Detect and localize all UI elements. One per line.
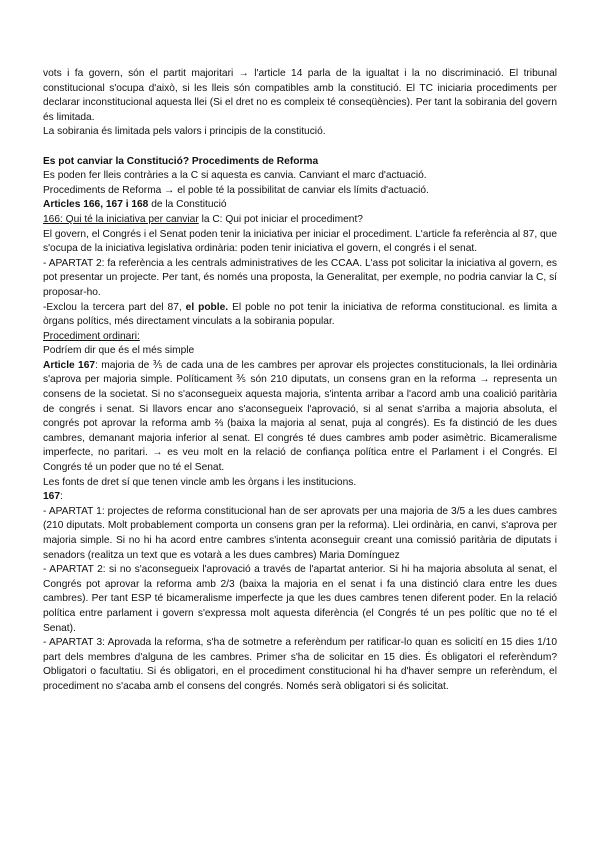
art166-paragraph-1: El govern, el Congrés i el Senat poden tenir la iniciativa per iniciar el procediment. L'article fa referència al 87, que s'ocupa de la iniciativa legislativa ordinària: poden tenir iniciativa el govern, el congrés i el senat. <box>43 228 557 255</box>
art166-exclusion-bold: el poble. <box>185 301 229 313</box>
art166-exclusion-a: -Exclou la tercera part del 87, <box>43 301 186 313</box>
art167-paragraph <box>43 359 557 476</box>
reform-heading-text: Es pot canviar la Constitució? Procediments de Reforma <box>43 155 319 167</box>
art166-question <box>43 213 557 228</box>
art166-question-rest: la C: Qui pot iniciar el procediment? <box>198 213 363 225</box>
art167-heading-bold: 167 <box>43 491 60 503</box>
fonts-line: Les fonts de dret sí que tenen vincle amb les òrgans i les institucions. <box>43 476 357 488</box>
simple-line: Podríem dir que és el més simple <box>43 345 195 357</box>
art167-apartat-1: - APARTAT 1: projectes de reforma constitucional han de ser aprovats per una majoria de 3/5 a les dues cambres (210 diputats. Molt probablement comporta un consens gran per la reforma). Llei ordinària, en canvi, s'aprova per majoria simple. Si no hi ha acord entre cambres s'intenta aconseguir creant una comissió paritària de diputats i senadors (realitza un text que es votarà a les dues cambres) Maria Domínguez <box>43 505 557 561</box>
art167-heading <box>43 490 557 505</box>
art167-apartat-2: - APARTAT 2: si no s'aconsegueix l'aprovació a través de l'apartat anterior. Si hi ha majoria absoluta al senat, el Congrés pot aprovar la reforma amb 2/3 (baixa la majoria en el senat i fa una distinció clara entre les dues cambres). Per tant ESP té bicameralisme imperfecte ja que les dues cambres tenen diferent poder. En la relació política entre parlament i govern s'expressa molt aquesta diferència (el Congrés té un pes polític que no té el Senat). <box>43 564 557 634</box>
art167-apartat-3: - APARTAT 3: Aprovada la reforma, s'ha de sotmetre a referèndum per ratificar-lo quan es solicití en 15 dies 1/10 part dels membres d'alguna de les cambres. Primer s'ha de solicitar en 15 dies. És obligatori el referèndum? Obligatori o facultatiu. Si és obligatori, en el procediment constitucional hi ha d'haver sempre un referèndum, el procediment no s'acaba amb el consens del congrés. Només serà obligatori si és solicitat. <box>43 637 557 692</box>
art166-question-underlined: 166: Qui té la iniciativa per canviar <box>43 213 199 225</box>
articles-rest: de la Constitució <box>148 199 227 211</box>
art166-exclusion <box>43 301 557 330</box>
articles-bold: Articles 166, 167 i 168 <box>43 199 149 211</box>
reform-line-2: Procediments de Reforma → el poble té la possibilitat de canviar els límits d'actuació. <box>43 184 429 196</box>
articles-line <box>43 198 557 213</box>
art167-text: : majoria de ⅗ de cada una de les cambres per aprovar els projectes constitucionals, la llei ordinària s'aprova per majoria simple. Políticament ⅗ són 210 diputats, un consens gran en la reforma → representa un consens de la societat. Si no s'aconsegueix aquesta majoria, s'intenta arribar a l'acord amb una coalició paritària de congrés i senat. Si llavors encar ano s'aconsegueix l'aprovació, si al senat s'arriba a majoria absoluta, el congrés pot aprovar la reforma amb ⅔ (baixa la majoria al senat, puja al congrés). Es fa distinció de les dues cambres, demanant majoria inferior al senat. El congrés té dues cambres amb poder asimètric. Bicameralisme imperfecte, no paritari. → es veu molt en la relació de confiança política entre el Parlament i el Congrés. El Congrés té un poder que no té el Senat. <box>43 359 557 474</box>
spacer <box>43 140 557 155</box>
art166-apartat-2: - APARTAT 2: fa referència a les centrals administratives de les CCAA. L'ass pot solicitar la iniciativa al govern, es pot presentar un projecte. Per tant, és només una proposta, la Generalitat, per exemple, no podria canviar la C, sí proposar-ho. <box>43 257 557 298</box>
ordinary-procedure-heading <box>43 330 557 345</box>
ordinary-procedure-underlined: Procediment ordinari: <box>43 330 140 342</box>
intro-sovereignty-line: La sobirania és limitada pels valors i principis de la constitució. <box>43 126 326 138</box>
art167-heading-rest: : <box>60 491 63 503</box>
art167-label: Article 167 <box>43 359 96 371</box>
reform-heading <box>43 155 557 170</box>
reform-line-1: Es poden fer lleis contràries a la C si aquesta es canvia. Canviant el marc d'actuació. <box>43 170 427 182</box>
art166-exclusion-b: El poble no pot tenir la iniciativa de reforma constitucional. es limita a òrgans polítics, més directament vinculats a la sobirania popular. <box>43 301 557 328</box>
intro-paragraph: vots i fa govern, són el partit majoritari → l'article 14 parla de la igualtat i la no discriminació. El tribunal constitucional s'ocupa d'això, si les lleis són compatibles amb la constitució. El TC iniciaria procediments per declarar inconstitucional aquesta llei (Si el dret no es compleix té conseqüències). Per tant la sobirania del govern és limitada. <box>43 68 557 123</box>
